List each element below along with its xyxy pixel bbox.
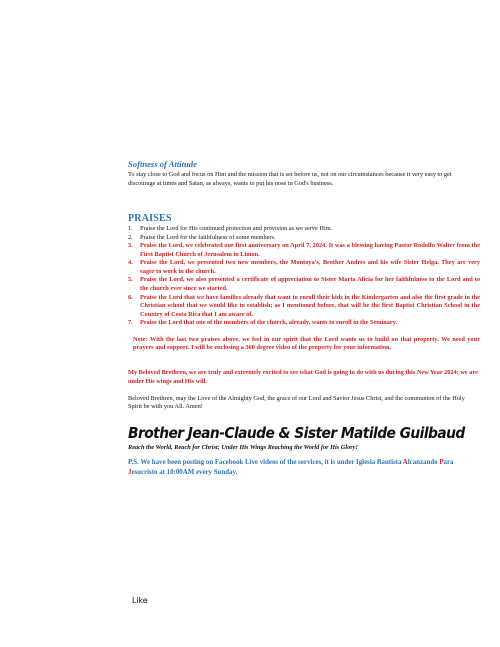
ps-initial-j: J [128, 469, 132, 477]
praise-item [128, 242, 480, 259]
praise-text: Praise the Lord that we have families already that want to enroll their kids in the Kindergarten and also the first grade in the Christian school that we would like to establish; as I mentioned before, that will be the first Baptist Christian School in the Country of Costa Rica that I am aware of. [140, 293, 480, 318]
praise-text: Praise the Lord, we celebrated our first anniversary on April 7, 2024. It was a blessing having Pastor Rodolfo Walter from the First Baptist Church of Jerusalem in Limon. [140, 242, 480, 258]
praise-text: Praise the Lord that one of the members of the church, already, wants to enroll in the Seminary. [140, 319, 398, 327]
tagline: Reach the World, Reach for Christ; Under His Wings Reaching the World for His Glory! [128, 444, 358, 452]
ps-end: esucristo at 10:00AM every Sunday. [131, 469, 238, 477]
praise-number: 2. [128, 233, 133, 241]
like-button[interactable]: Like [132, 596, 148, 605]
praise-number: 6. [128, 293, 133, 301]
praise-text: Praise the Lord for the faithfulness of some members. [140, 233, 276, 241]
praise-number: 1. [128, 225, 133, 232]
praise-text: Praise the Lord, we also presented a certificate of appreciation to Sister Marta Alicia for her faithfulness to the Lord and to the church ever since we started. [140, 276, 480, 292]
ps-text: P.S. We have been posting on Facebook Live videos of the services, it is under Iglesia Bautista [128, 459, 403, 467]
praise-number: 3. [128, 242, 133, 250]
blessing-message: Beloved Brethren, may the Love of the Almighty God, the grace of our Lord and Savior Jesus Christ, and the communion of the Holy Spirit be with you All. Amen! [128, 394, 465, 411]
ps-word-ara: ara [443, 459, 454, 467]
praise-item [128, 259, 480, 276]
excited-message: My Beloved Brethren, we are truly and extremely excited to see what God is going to do with us during this New Year 2024; we are under His wings and His will. [128, 369, 478, 385]
softness-heading: Softness of Attitude [128, 159, 197, 169]
praise-text: Praise the Lord, we presented two new members, the Montoya's, Brother Andres and his wife Sister Helga. They are very eager to work in the church. [140, 259, 480, 275]
praise-item [128, 276, 480, 293]
praises-note: Note: With the last two praises above, we feel in our spirit that the Lord wants us to build on that property. We need your prayers and support. I will be enclosing a 360 degree video of the property for your information. [133, 335, 480, 352]
praise-item [128, 225, 480, 234]
praises-list [128, 225, 480, 328]
newsletter-content [128, 159, 480, 478]
ps-initial-p: P [439, 459, 444, 467]
praise-number: 4. [128, 259, 133, 267]
ps-word-lcanzando: lcanzando [407, 459, 440, 467]
praise-number: 5. [128, 276, 133, 284]
praises-heading: PRAISES [128, 213, 172, 224]
ps-initial-a: A [402, 459, 408, 467]
praise-text: Praise the Lord for His continued protection and provision as we serve Him. [140, 225, 333, 232]
praise-item [128, 294, 480, 320]
signature: Brother Jean-Claude & Sister Matilde Guilbaud [128, 424, 465, 443]
praise-item [128, 319, 480, 328]
postscript [128, 458, 480, 478]
praise-number: 7. [128, 319, 133, 327]
praise-item [128, 234, 480, 243]
softness-body: To stay close to God and focus on Him and the mission that is set before us, not on our circumstances because it very easy to get discourage at times and Satan, as always, wants to put his nose in God's business. [128, 171, 452, 187]
